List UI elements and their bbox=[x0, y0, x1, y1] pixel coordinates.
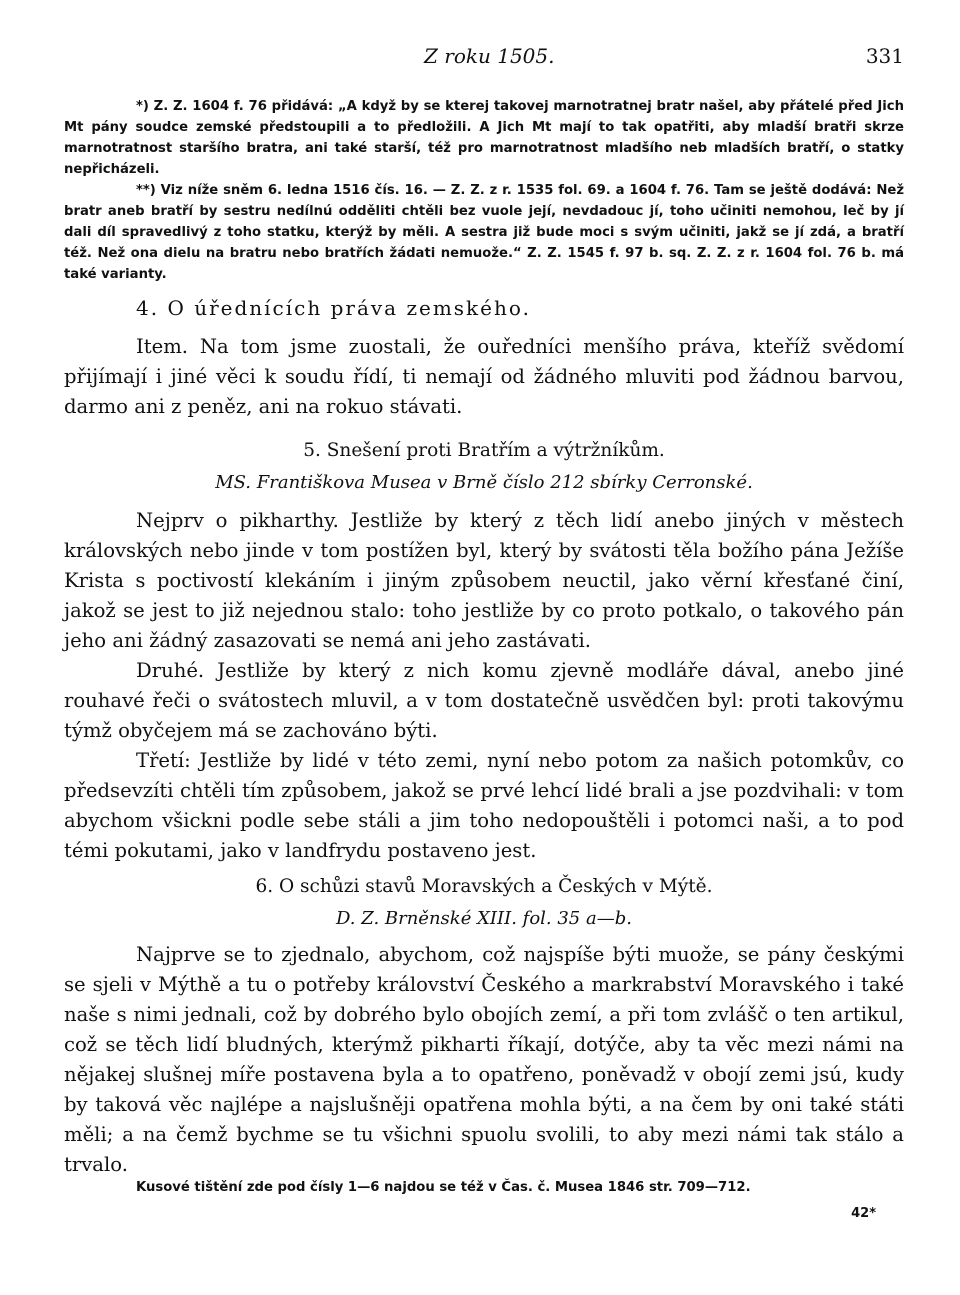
footnote-2: **) Viz níže sněm 6. ledna 1516 čís. 16. — Z. Z. z r. 1535 fol. 69. a 1604 f. 76. Tam se ještě dodává: Než bratr aneb bratří by sestru nedílnú odděliti chtěli bez vuole její, nevdadouc jí, toho učiniti nemohou, leč by jí dali díl spravedlivý z toho statku, kterýž by měli. A sestra již bude moci s svým učiniti, jakž se jí zdá, a bratří též. Než ona dielu na bratru nebo bratřích žádati nemuože.“ Z. Z. 1545 f. 97 b. sq. Z. Z. z r. 1604 fol. 76 b. má také varianty. bbox=[64, 183, 904, 282]
section-6-body bbox=[64, 940, 904, 1180]
signature-mark: 42* bbox=[851, 1206, 876, 1221]
bottom-note: Kusové tištění zde pod čísly 1—6 najdou se též v Čas. č. Musea 1846 str. 709—712. bbox=[136, 1180, 751, 1195]
section-5-paragraph-1: Nejprv o pikharthy. Jestliže by který z těch lidí anebo jiných v městech královských nebo jinde v tom postížen byl, který by svátosti těla božího pána Ježíše Krista s poctivostí klekáním i jiným způsobem neuctil, jako věrní křesťané činí, jakož se jest to již nejednou stalo: toho jestliže by co proto potkalo, o takového pán jeho ani žádný zasazovati se nemá ani jeho zastávati. bbox=[64, 509, 904, 652]
section-4-body bbox=[64, 332, 904, 422]
section-6-heading: 6. O schůzi stavů Moravských a Českých v Mýtě. bbox=[255, 876, 713, 897]
footnote-1: *) Z. Z. 1604 f. 76 přidává: „A když by se kterej takovej marnotratnej bratr našel, aby přátelé před Jich Mt pány soudce zemské předstoupili a to předložili. A Jich Mt mají to tak opatřiti, aby mladší bratři skrze marnotratnost staršího bratra, ani také starší, též pro marnotratnost mladšího neb mladších bratří, o statky nepřicházeli. bbox=[64, 99, 904, 177]
section-4-text: Item. Na tom jsme zuostali, že ouředníci menšího práva, kteříž svědomí přijímají i jiné věci k soudu řídí, ti nemají od žádného mluviti pod žádnou barvou, darmo ani z peněz, ani na rokuo stávati. bbox=[64, 335, 904, 418]
section-5-paragraph-3: Třetí: Jestliže by lidé v této zemi, nyní nebo potom za našich potomkův, co předsevzíti chtěli tím způsobem, jakož se prvé lehcí lidé brali a jse pozdvihali: v tom abychom všickni podle sebe stáli a jim toho nedopouštěli i potomci naši, a to pod témi pokutami, jako v landfrydu postaveno jest. bbox=[64, 749, 904, 862]
running-title: Z roku 1505. bbox=[424, 44, 555, 68]
running-head bbox=[64, 44, 904, 74]
section-5-paragraph-2: Druhé. Jestliže by který z nich komu zjevně modláře dával, anebo jiné rouhavé řeči o svátostech mluvil, a v tom dostatečně usvědčen byl: proti takovýmu týmž obyčejem má se zachováno býti. bbox=[64, 659, 904, 742]
section-5-body bbox=[64, 506, 904, 866]
section-4-heading: 4. O úřednících práva zemského. bbox=[136, 296, 531, 320]
section-6-source: D. Z. Brněnské XIII. fol. 35 a—b. bbox=[336, 908, 632, 929]
section-5-source: MS. Františkova Musea v Brně číslo 212 sbírky Cerronské. bbox=[215, 472, 753, 493]
section-5-heading: 5. Snešení proti Bratřím a výtržníkům. bbox=[303, 440, 665, 461]
section-6-text: Najprve se to zjednalo, abychom, což najspíše býti muože, se pány českými se sjeli v Mýthě a tu o potřeby království Českého a markrabství Moravského i také naše s nimi jednali, což by dobrého bylo obojích zemí, a při tom zvlášč o ten artikul, což se těch lidí bludných, kterýmž pikharti říkají, dotýče, aby ta věc mezi námi na nějakej slušnej míře postavena byla a to opatřeno, poněvadž v obojí zemi jsú, kudy by taková věc najlépe a najslušněji opatřena mohla býti, a na čem by oni také státi měli; a na čemž bychme se tu všichni spuolu svolili, to aby mezi námi tak stálo a trvalo. bbox=[64, 943, 904, 1176]
page-number: 331 bbox=[865, 44, 904, 68]
footnotes bbox=[64, 96, 904, 285]
